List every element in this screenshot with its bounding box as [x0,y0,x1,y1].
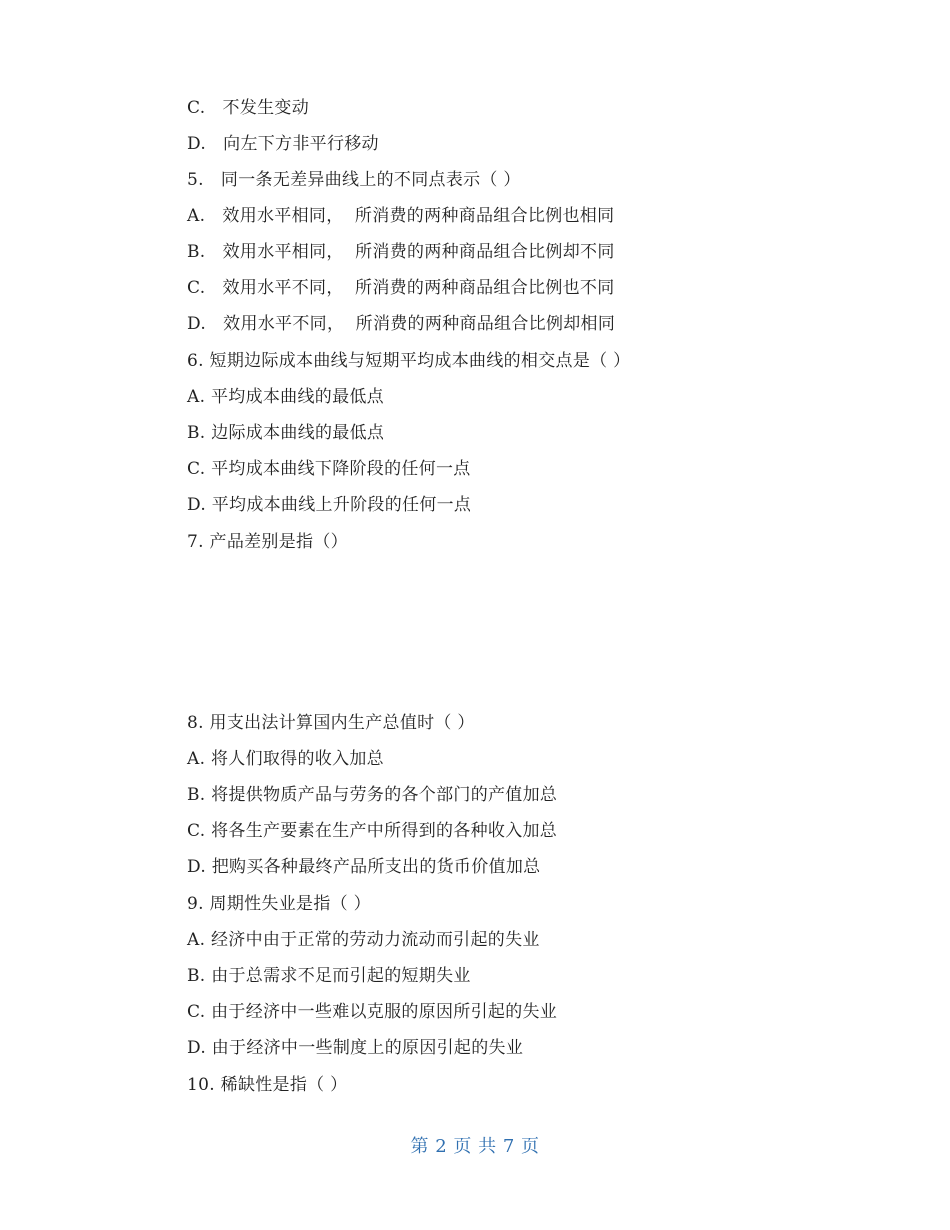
question-10: 10. 稀缺性是指（ ） [187,1075,348,1095]
page-number-footer: 第 2 页 共 7 页 [410,1136,540,1157]
option-d-shift-lower-left: D. 向左下方非平行移动 [187,134,379,154]
question-5-option-a: A. 效用水平相同， 所消费的两种商品组合比例也相同 [187,206,615,226]
question-5-option-d: D. 效用水平不同， 所消费的两种商品组合比例却相同 [187,314,616,334]
question-6-option-a: A. 平均成本曲线的最低点 [187,387,384,407]
option-c-no-change: C. 不发生变动 [187,98,310,118]
question-8-option-c: C. 将各生产要素在生产中所得到的各种收入加总 [187,821,558,841]
question-9: 9. 周期性失业是指（ ） [187,894,371,914]
question-5-option-b: B. 效用水平相同， 所消费的两种商品组合比例却不同 [187,242,615,262]
question-9-option-d: D. 由于经济中一些制度上的原因引起的失业 [187,1038,524,1058]
question-6: 6. 短期边际成本曲线与短期平均成本曲线的相交点是（ ） [187,351,631,371]
question-9-option-b: B. 由于总需求不足而引起的短期失业 [187,966,471,986]
question-5-option-c: C. 效用水平不同， 所消费的两种商品组合比例也不同 [187,278,615,298]
question-7: 7. 产品差别是指（） [187,532,348,552]
question-8: 8. 用支出法计算国内生产总值时（ ） [187,713,475,733]
question-8-option-d: D. 把购买各种最终产品所支出的货币价值加总 [187,857,541,877]
question-9-option-a: A. 经济中由于正常的劳动力流动而引起的失业 [187,930,540,950]
question-5: 5. 同一条无差异曲线上的不同点表示（ ） [187,170,521,190]
question-9-option-c: C. 由于经济中一些难以克服的原因所引起的失业 [187,1002,558,1022]
question-6-option-c: C. 平均成本曲线下降阶段的任何一点 [187,459,471,479]
question-6-option-b: B. 边际成本曲线的最低点 [187,423,385,443]
question-8-option-b: B. 将提供物质产品与劳务的各个部门的产值加总 [187,785,558,805]
question-6-option-d: D. 平均成本曲线上升阶段的任何一点 [187,495,472,515]
question-8-option-a: A. 将人们取得的收入加总 [187,749,384,769]
